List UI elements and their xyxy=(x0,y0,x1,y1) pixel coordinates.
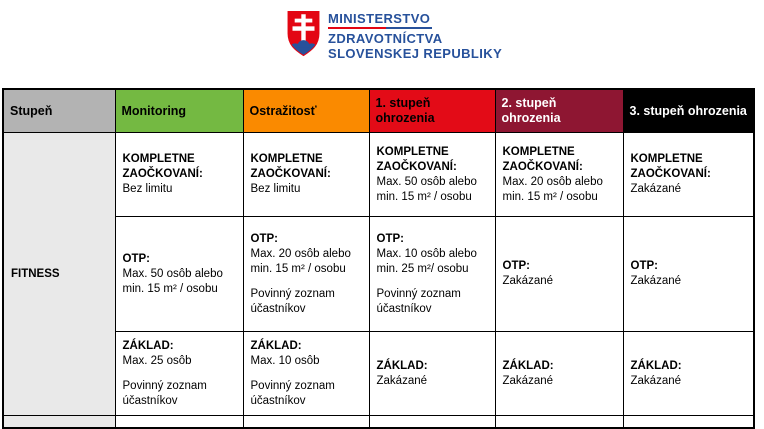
header-cell-monitoring: Monitoring xyxy=(115,89,243,133)
cell-body: Max. 10 osôb xyxy=(250,354,320,367)
table-cell xyxy=(495,133,623,217)
cell-label: KOMPLETNE ZAOČKOVANÍ: xyxy=(250,153,331,180)
ministry-name-line3: SLOVENSKEJ REPUBLIKY xyxy=(328,46,503,61)
table-row-zaklad xyxy=(3,332,754,416)
cell-label: KOMPLETNE ZAOČKOVANÍ: xyxy=(122,153,203,180)
slovak-coat-of-arms-icon xyxy=(287,10,320,57)
table-row-otp xyxy=(3,217,754,332)
table-cell xyxy=(115,133,243,217)
table-row-kompletne-zaockovani xyxy=(3,133,754,217)
table-cell xyxy=(369,133,495,217)
cell-body: Zakázané xyxy=(630,374,682,387)
table-cell xyxy=(623,332,754,416)
cell-body: Bez limitu xyxy=(250,183,301,195)
table-cell xyxy=(115,217,243,332)
table-cell xyxy=(115,416,243,428)
table-cell xyxy=(115,332,243,416)
cell-note: Povinný zoznam účastníkov xyxy=(250,379,335,407)
row-label-cell-partial xyxy=(3,416,115,428)
table-cell xyxy=(623,133,754,217)
cell-note: Povinný zoznam účastníkov xyxy=(122,379,207,407)
cell-body: Max. 50 osôb alebo min. 15 m² / osobu xyxy=(122,267,223,295)
table-cell xyxy=(623,217,754,332)
cell-body: Max. 20 osôb alebo min. 15 m² / osobu xyxy=(250,247,351,275)
cell-body: Max. 50 osôb alebo min. 15 m² / osobu xyxy=(376,175,477,203)
table-cell xyxy=(243,332,369,416)
header-cell-ostrazitost: Ostražitosť xyxy=(243,89,369,133)
ministry-name-line2: ZDRAVOTNÍCTVA xyxy=(328,31,443,46)
ministry-logo xyxy=(287,10,502,61)
cell-note: Povinný zoznam účastníkov xyxy=(250,287,335,315)
table-cell xyxy=(243,416,369,428)
cell-body: Zakázané xyxy=(630,183,682,195)
cell-label: OTP: xyxy=(630,260,658,272)
header-cell-stupen1-ohrozenia: 1. stupeň ohrozenia xyxy=(369,89,495,133)
ministry-name-line1: MINISTERSTVO xyxy=(328,11,431,26)
cell-body: Zakázané xyxy=(630,275,682,287)
header-cell-stupen2-ohrozenia: 2. stupeň ohrozenia xyxy=(495,89,623,133)
cell-label: ZÁKLAD: xyxy=(376,359,428,372)
cell-label: KOMPLETNE ZAOČKOVANÍ: xyxy=(502,145,583,173)
table-cell xyxy=(243,217,369,332)
header-cell-stupen3-ohrozenia: 3. stupeň ohrozenia xyxy=(623,89,754,133)
table-header-row xyxy=(3,89,754,133)
cell-body: Max. 20 osôb alebo min. 15 m² / osobu xyxy=(502,175,603,203)
cell-body: Max. 10 osôb alebo min. 25 m²/ osobu xyxy=(376,247,477,275)
ministry-name xyxy=(328,10,502,61)
cell-label: OTP: xyxy=(502,260,530,272)
cell-body: Zakázané xyxy=(502,275,554,287)
cell-label: OTP: xyxy=(122,252,150,265)
cell-label: OTP: xyxy=(376,232,404,245)
cell-body: Max. 25 osôb xyxy=(122,354,192,367)
cell-body: Bez limitu xyxy=(122,183,173,195)
cell-label: KOMPLETNE ZAOČKOVANÍ: xyxy=(630,153,711,180)
cell-label: ZÁKLAD: xyxy=(122,339,174,352)
cell-label: ZÁKLAD: xyxy=(250,339,302,352)
table-cell xyxy=(369,217,495,332)
table-cell xyxy=(369,332,495,416)
table-cell xyxy=(623,416,754,428)
logo-underline xyxy=(328,27,432,29)
cell-body: Zakázané xyxy=(376,374,428,387)
table-cell xyxy=(369,416,495,428)
fitness-row-label: FITNESS xyxy=(3,133,115,416)
table-cell xyxy=(495,332,623,416)
underline-red-segment xyxy=(328,27,386,29)
underline-blue-segment xyxy=(386,27,432,29)
cell-body: Zakázané xyxy=(502,374,554,387)
cell-label: ZÁKLAD: xyxy=(630,359,682,372)
cell-label: KOMPLETNE ZAOČKOVANÍ: xyxy=(376,145,457,173)
cell-label: ZÁKLAD: xyxy=(502,359,554,372)
table-cell xyxy=(243,133,369,217)
table-cell xyxy=(495,416,623,428)
restrictions-table xyxy=(2,88,755,429)
header-cell-stupen: Stupeň xyxy=(3,89,115,133)
table-row-cutoff xyxy=(3,416,754,428)
cell-label: OTP: xyxy=(250,232,278,245)
cell-note: Povinný zoznam účastníkov xyxy=(376,287,461,315)
table-cell xyxy=(495,217,623,332)
